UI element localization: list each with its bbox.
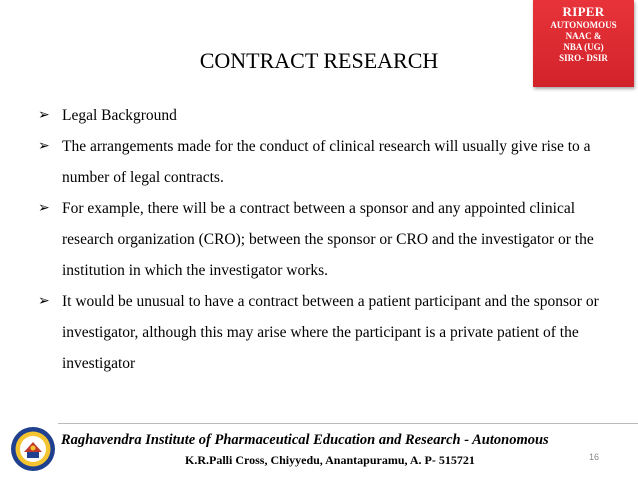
arrow-bullet-icon: ➢ [38,107,50,123]
badge-line-nba: NBA (UG) [563,42,604,52]
page-number: 16 [589,452,600,462]
badge-title: RIPER [562,4,605,19]
arrow-bullet-icon: ➢ [38,293,50,309]
footer-institute-name: Raghavendra Institute of Pharmaceutical Education and Research - Autonomous [61,432,549,448]
bullet-text: The arrangements made for the conduct of clinical research will usually give rise to a number of legal contracts. [62,138,591,186]
bullet-item [38,286,608,379]
bullet-list [38,100,608,379]
footer [0,420,638,478]
institute-seal-icon [10,426,56,472]
footer-address: K.R.Palli Cross, Chiyyedu, Anantapuramu, A. P- 515721 [185,453,475,467]
bullet-item [38,131,608,193]
arrow-bullet-icon: ➢ [38,200,50,216]
arrow-bullet-icon: ➢ [38,138,50,154]
badge-line-naac: NAAC & [565,31,602,41]
bullet-text: For example, there will be a contract between a sponsor and any appointed clinical research organization (CRO); between the sponsor or CRO and the investigator or the institution in which the investigator works. [62,200,594,279]
badge-line-siro: SIRO- DSIR [559,53,608,63]
bullet-text: It would be unusual to have a contract between a patient participant and the sponsor or investigator, although this may arise where the participant is a private patient of the investigator [62,293,599,372]
bullet-text: Legal Background [62,107,177,124]
slide-title: CONTRACT RESEARCH [199,48,439,73]
bullet-item [38,193,608,286]
badge-line-autonomous: AUTONOMOUS [550,20,617,30]
bullet-item [38,100,608,131]
footer-divider [58,423,638,424]
